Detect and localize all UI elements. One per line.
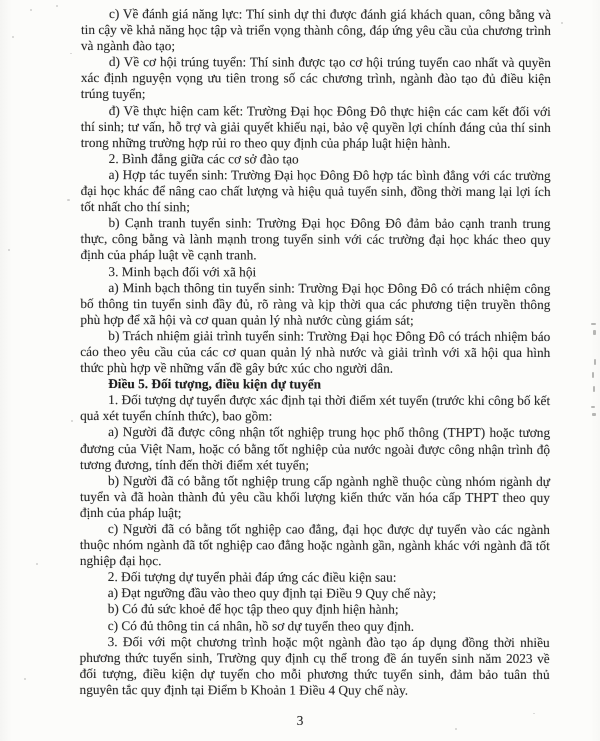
scan-speck bbox=[67, 199, 70, 201]
article-heading: Điều 5. Đối tượng, điều kiện dự tuyển bbox=[108, 376, 322, 392]
paragraph: 2. Bình đẳng giữa các cơ sở đào tạo bbox=[108, 150, 299, 167]
scan-speck bbox=[12, 36, 14, 38]
edge-artifact bbox=[591, 406, 595, 408]
paragraph: a) Đạt ngưỡng đầu vào theo quy định tại Điều 9 Quy chế này; bbox=[107, 585, 437, 602]
scan-speck bbox=[504, 477, 506, 479]
edge-artifact bbox=[593, 386, 595, 392]
paragraph: 3. Đối với một chương trình hoặc một ngành đào tạo áp dụng đồng thời nhiều phương thức tuyển sinh, Trường quy định cụ thể trong đề án tuyển sinh năm 2023 về đối tượng, điều kiện dự tuyển cho mỗi phương thức tuyển sinh, đảm bảo tuân thủ nguyên tắc quy định tại Điểm b Khoản 1 Điều 4 Quy chế này. bbox=[79, 633, 550, 698]
paragraph: a) Người đã được công nhận tốt nghiệp trung học phổ thông (THPT) hoặc tương đương của Việt Nam, hoặc có bằng tốt nghiệp của nước ngoài được công nhận trình độ tương đương, tính đến thời điểm xét tuyển; bbox=[80, 424, 551, 473]
edge-artifact bbox=[592, 413, 596, 416]
paragraph: d) Về cơ hội trúng tuyển: Thí sinh được tạo cơ hội trúng tuyển cao nhất và quyền xác định nguyện vọng ưu tiên trong số các chương trình, ngành đào tạo đủ điều kiện trúng tuyển; bbox=[80, 54, 551, 102]
paragraph: b) Trách nhiệm giải trình tuyển sinh: Trường Đại học Đông Đô có trách nhiệm báo cáo theo yêu cầu của các cơ quan quản lý nhà nước và giải trình với xã hội qua hình thức phù hợp về những vấn đề gây bức xúc cho người dân. bbox=[80, 327, 551, 376]
edge-artifact bbox=[593, 330, 596, 335]
scan-speck bbox=[561, 22, 563, 24]
page-number: 3 bbox=[296, 713, 304, 728]
scan-speck bbox=[455, 728, 457, 730]
paragraph: 1. Đối tượng dự tuyển được xác định tại thời điểm xét tuyển (trước khi công bố kết quả xét tuyển chính thức), bao gồm: bbox=[80, 392, 551, 424]
paragraph: b) Cạnh tranh tuyển sinh: Trường Đại học Đông Đô đảm bảo cạnh tranh trung thực, công bằng và lành mạnh trong tuyển sinh với các trường đại học khác theo quy định của pháp luật về cạnh tranh. bbox=[80, 215, 551, 263]
paragraph: c) Về đánh giá năng lực: Thí sinh dự thi được đánh giá khách quan, công bằng và tin cậy về khả năng học tập và triển vọng thành công, đáp ứng yêu cầu của chương trình và ngành đào tạo; bbox=[80, 6, 551, 54]
paragraph: b) Người đã có bằng tốt nghiệp trung cấp ngành nghề thuộc cùng nhóm ngành dự tuyển và đã hoàn thành đủ yêu cầu khối lượng kiến thức văn hóa cấp THPT theo quy định của pháp luật; bbox=[79, 472, 551, 521]
paragraph: a) Minh bạch thông tin tuyển sinh: Trường Đại học Đông Đô có trách nhiệm công bố thông tin tuyển sinh đầy đủ, rõ ràng và kịp thời qua các phương tiện truyền thông phù hợp để xã hội và cơ quan quản lý nhà nước cùng giám sát; bbox=[80, 279, 551, 328]
scan-speck bbox=[8, 249, 10, 251]
edge-artifact bbox=[591, 323, 596, 325]
paragraph: c) Người đã có bằng tốt nghiệp cao đẳng, đại học được dự tuyển vào các ngành thuộc nhóm ngành đã tốt nghiệp cao đẳng hoặc ngành gần, ngành khác với ngành đã tốt nghiệp đại học. bbox=[79, 521, 550, 569]
paragraph: c) Có đủ thông tin cá nhân, hồ sơ dự tuyển theo quy định. bbox=[107, 617, 415, 634]
paragraph: đ) Về thực hiện cam kết: Trường Đại học Đông Đô thực hiện các cam kết đối với thí sinh; tư vấn, hỗ trợ và giải quyết khiếu nại, bảo vệ quyền lợi chính đáng của thí sinh trong những trường hợp rủi ro theo quy định của pháp luật hiện hành. bbox=[80, 102, 551, 151]
paragraph: 3. Minh bạch đối với xã hội bbox=[108, 263, 257, 279]
scan-speck bbox=[533, 713, 535, 714]
scan-speck bbox=[56, 5, 58, 7]
scan-speck bbox=[24, 678, 26, 680]
edge-artifact bbox=[592, 372, 594, 378]
scan-speck bbox=[70, 53, 72, 54]
paragraph: a) Hợp tác tuyển sinh: Trường Đại học Đông Đô hợp tác bình đẳng với các trường đại học khác để nâng cao chất lượng và hiệu quả tuyển sinh, đồng thời mang lại lợi ích tốt nhất cho thí sinh; bbox=[80, 166, 551, 215]
scan-speck bbox=[30, 9, 32, 11]
edge-artifact bbox=[594, 359, 596, 365]
document-body-text bbox=[80, 6, 551, 699]
paragraph: 2. Đối tượng dự tuyển phải đáp ứng các điều kiện sau: bbox=[107, 569, 397, 585]
scan-speck bbox=[71, 420, 73, 422]
scan-speck bbox=[36, 563, 38, 565]
paragraph: b) Có đủ sức khoẻ để học tập theo quy định hiện hành; bbox=[107, 601, 399, 618]
